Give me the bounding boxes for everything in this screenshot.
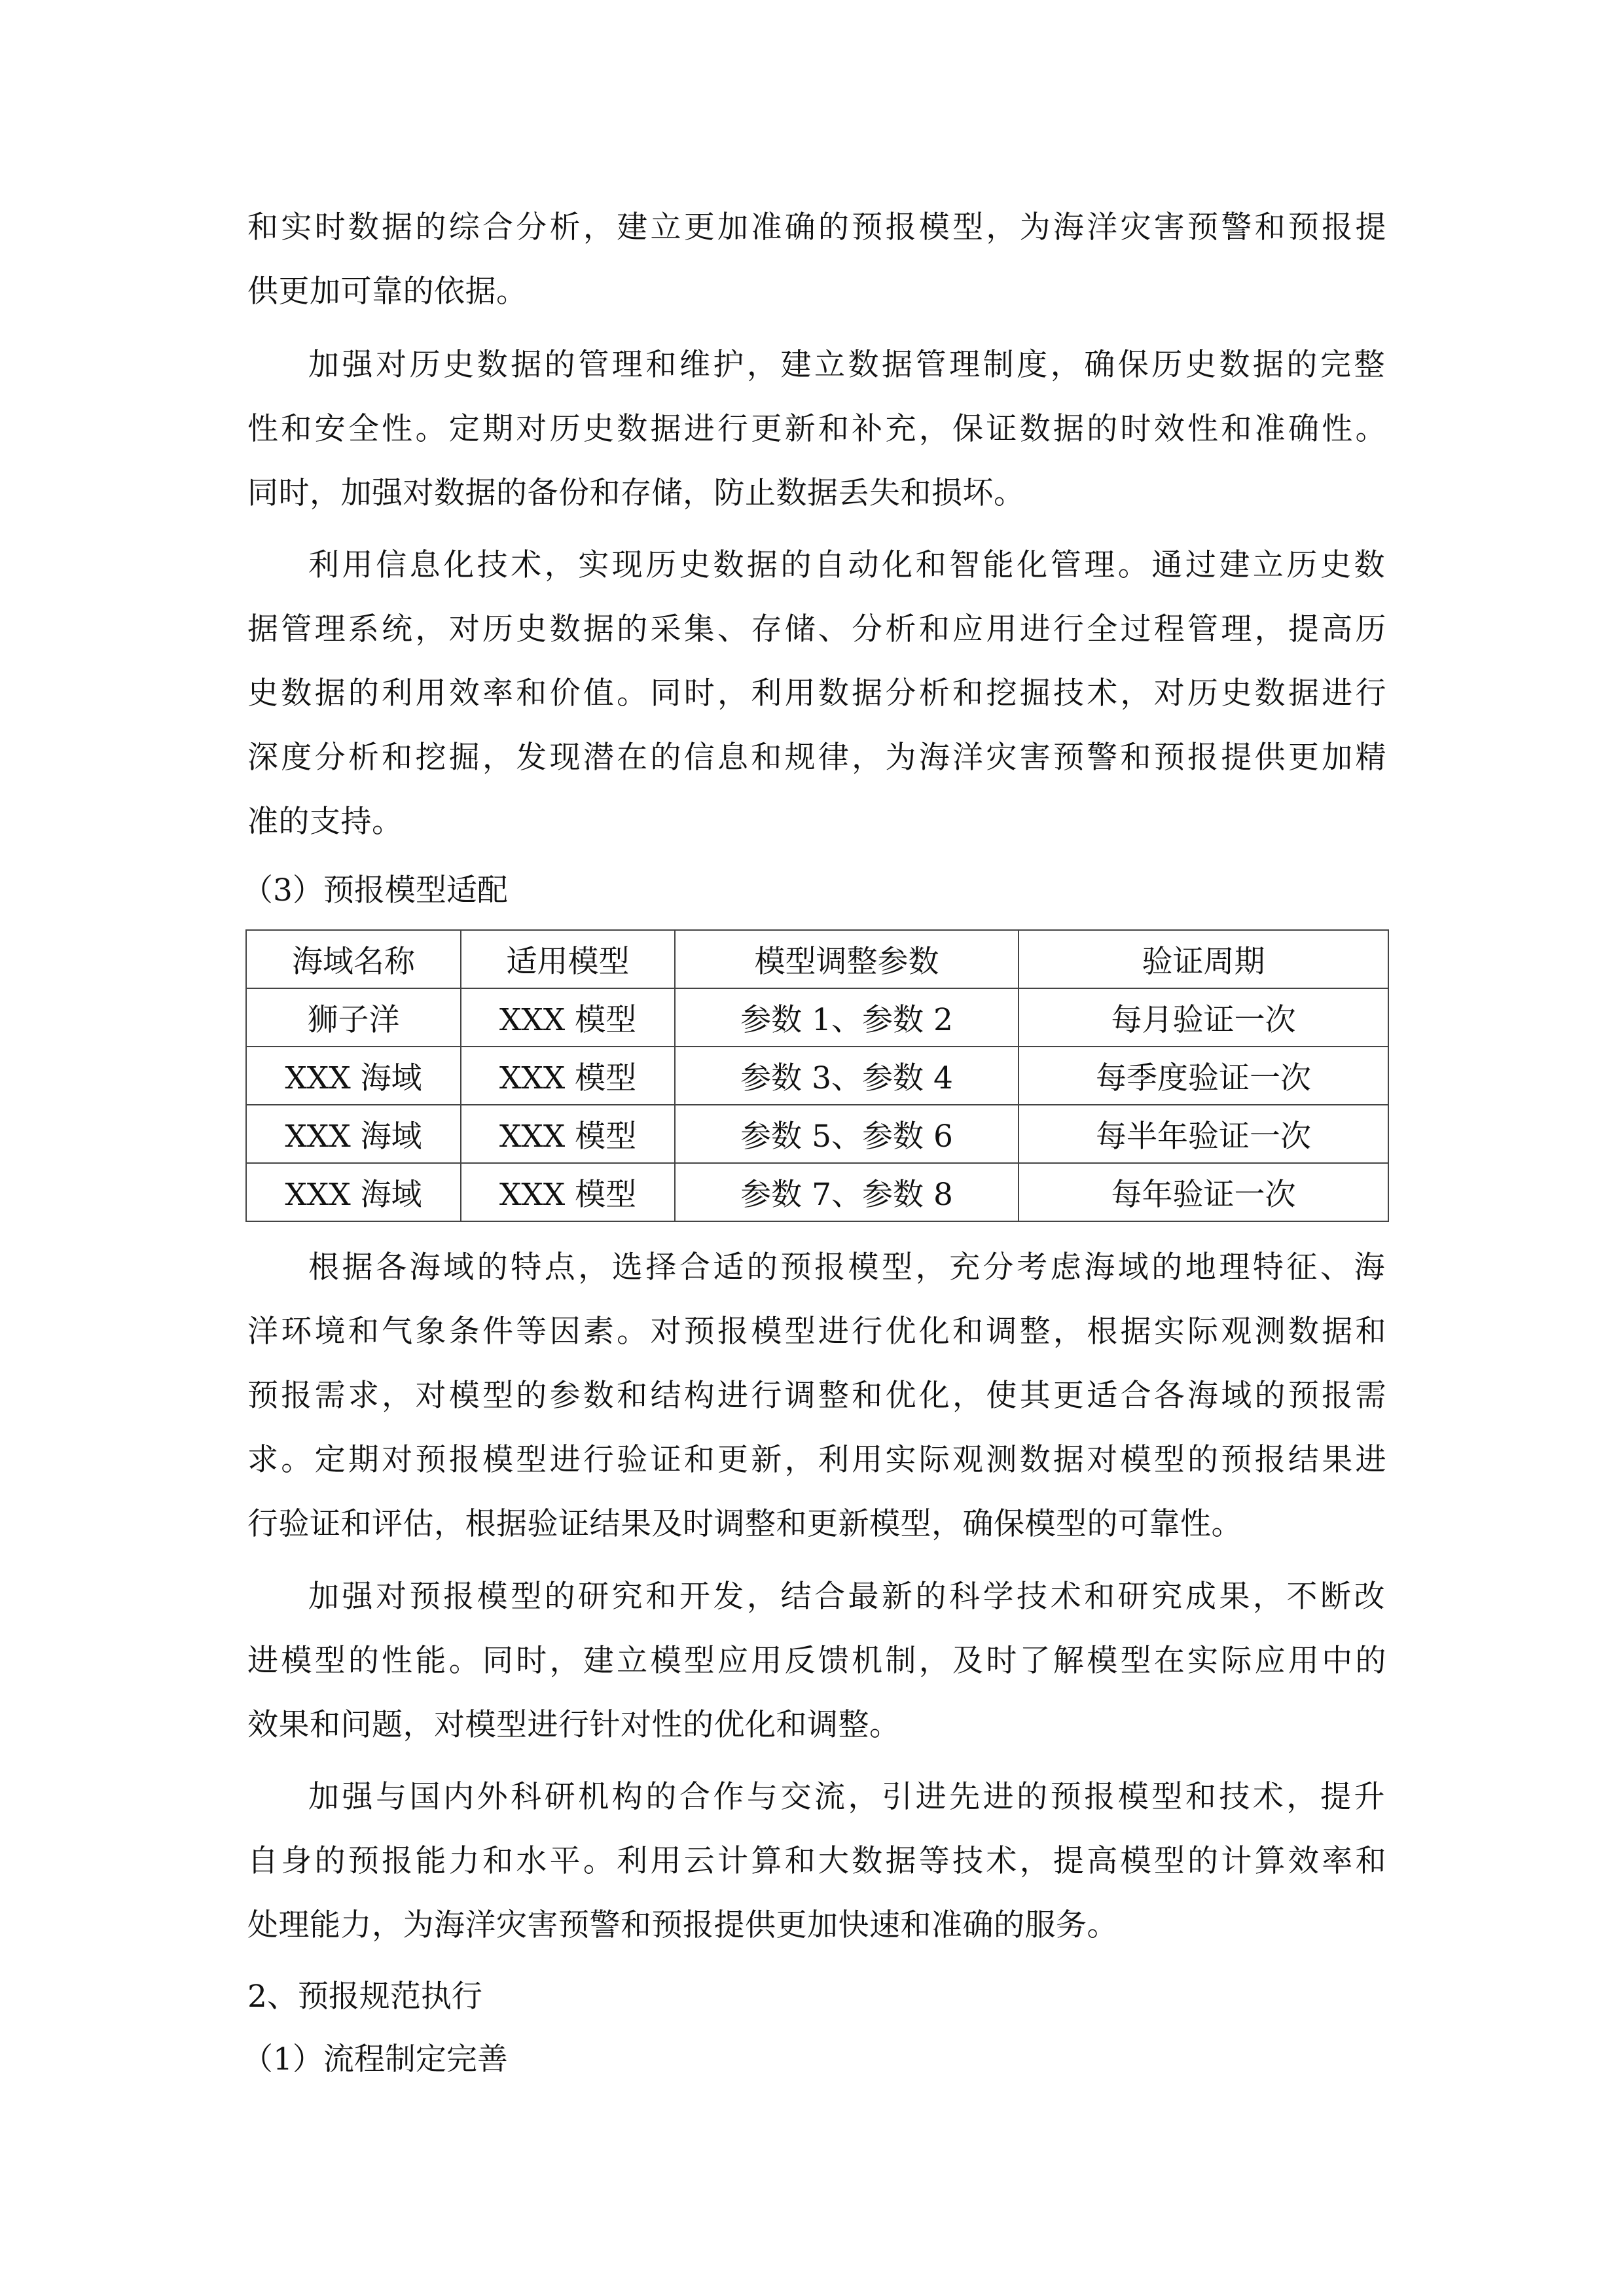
paragraph-line: 准的支持。	[247, 804, 403, 840]
paragraph-line: 处理能力，为海洋灾害预警和预报提供更加快速和准确的服务。	[247, 1907, 1118, 1943]
table-row	[246, 1047, 1388, 1105]
table-cell: XXX 海域	[246, 1163, 461, 1221]
table-row	[246, 988, 1388, 1047]
column-header: 验证周期	[1019, 930, 1388, 988]
table-cell: 每月验证一次	[1019, 988, 1388, 1047]
table-row	[246, 1105, 1388, 1163]
paragraph-line: 加强对预报模型的研究和开发，结合最新的科学技术和研究成果，不断改	[308, 1579, 1385, 1615]
paragraph-line: 利用信息化技术，实现历史数据的自动化和智能化管理。通过建立历史数	[308, 547, 1385, 583]
paragraph-line: 求。定期对预报模型进行验证和更新，利用实际观测数据对模型的预报结果进	[247, 1442, 1386, 1478]
paragraph-line: 史数据的利用效率和价值。同时，利用数据分析和挖掘技术，对历史数据进行	[247, 675, 1386, 711]
paragraph-line: 据管理系统，对历史数据的采集、存储、分析和应用进行全过程管理，提高历	[247, 611, 1386, 647]
paragraph-line: 深度分析和挖掘，发现潜在的信息和规律，为海洋灾害预警和预报提供更加精	[247, 740, 1386, 776]
table-cell: XXX 模型	[461, 1163, 675, 1221]
table-cell: XXX 海域	[246, 1047, 461, 1105]
paragraph-line: 效果和问题，对模型进行针对性的优化和调整。	[247, 1707, 901, 1743]
paragraph-line: 进模型的性能。同时，建立模型应用反馈机制，及时了解模型在实际应用中的	[247, 1643, 1386, 1679]
table-cell: 狮子洋	[246, 988, 461, 1047]
paragraph-line: 和实时数据的综合分析，建立更加准确的预报模型，为海洋灾害预警和预报提	[247, 209, 1386, 245]
column-header: 适用模型	[461, 930, 675, 988]
paragraph-line: 自身的预报能力和水平。利用云计算和大数据等技术，提高模型的计算效率和	[247, 1843, 1386, 1879]
table-cell: 参数 1、参数 2	[675, 988, 1019, 1047]
paragraph-line: 供更加可靠的依据。	[247, 274, 528, 310]
paragraph-line: 预报需求，对模型的参数和结构进行调整和优化，使其更适合各海域的预报需	[247, 1378, 1386, 1414]
column-header: 模型调整参数	[675, 930, 1019, 988]
column-header: 海域名称	[246, 930, 461, 988]
table-cell: XXX 模型	[461, 1047, 675, 1105]
paragraph-line: 行验证和评估，根据验证结果及时调整和更新模型，确保模型的可靠性。	[247, 1506, 1242, 1542]
table-cell: 每半年验证一次	[1019, 1105, 1388, 1163]
paragraph-line: 洋环境和气象条件等因素。对预报模型进行优化和调整，根据实际观测数据和	[247, 1314, 1386, 1350]
table-row	[246, 1163, 1388, 1221]
table-header-row	[246, 930, 1388, 988]
paragraph-line: 根据各海域的特点，选择合适的预报模型，充分考虑海域的地理特征、海	[308, 1249, 1385, 1285]
paragraph-line: 加强与国内外科研机构的合作与交流，引进先进的预报模型和技术，提升	[308, 1779, 1385, 1815]
table-cell: XXX 模型	[461, 1105, 675, 1163]
table-cell: 每年验证一次	[1019, 1163, 1388, 1221]
paragraph-line: 性和安全性。定期对历史数据进行更新和补充，保证数据的时效性和准确性。	[247, 411, 1386, 447]
table-cell: XXX 模型	[461, 988, 675, 1047]
section-heading: 2、预报规范执行	[247, 1979, 482, 2015]
table-cell: XXX 海域	[246, 1105, 461, 1163]
table-cell: 参数 7、参数 8	[675, 1163, 1019, 1221]
table-cell: 参数 5、参数 6	[675, 1105, 1019, 1163]
table-cell: 参数 3、参数 4	[675, 1047, 1019, 1105]
paragraph-line: 同时，加强对数据的备份和存储，防止数据丢失和损坏。	[247, 475, 1025, 511]
table-cell: 每季度验证一次	[1019, 1047, 1388, 1105]
paragraph-line: 加强对历史数据的管理和维护，建立数据管理制度，确保历史数据的完整	[308, 347, 1385, 383]
section-heading: （3）预报模型适配	[242, 872, 508, 908]
subsection-heading: （1）流程制定完善	[242, 2041, 508, 2077]
forecast-model-table	[245, 929, 1389, 1222]
